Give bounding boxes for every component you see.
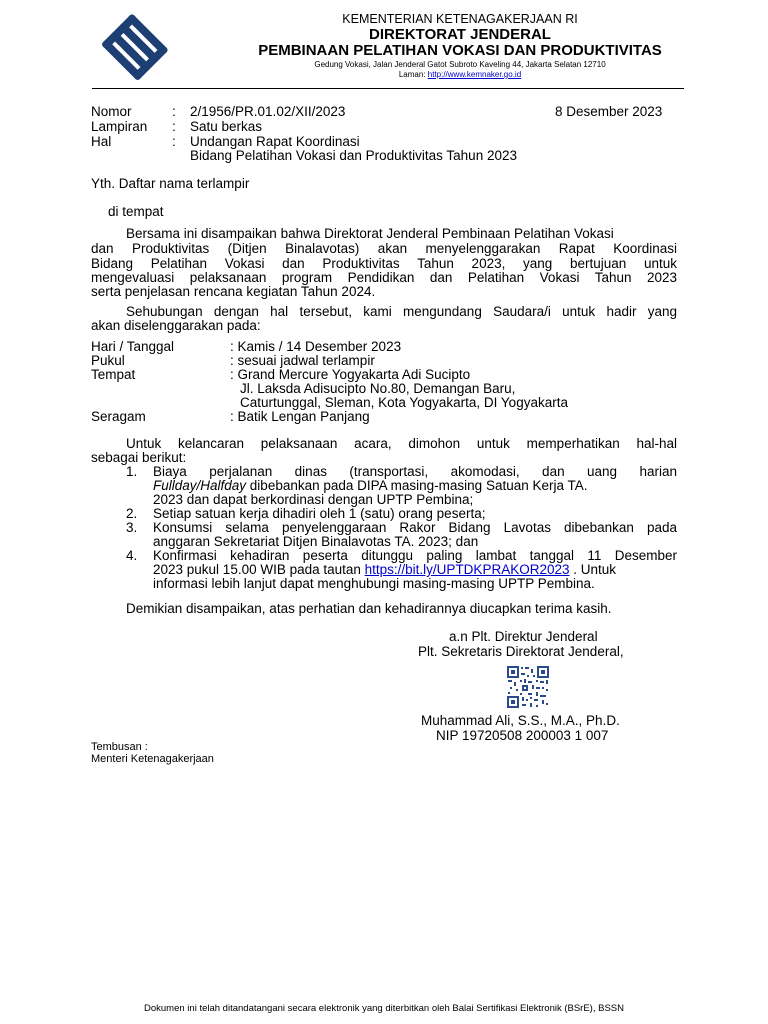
kop-website — [200, 70, 720, 79]
signature-name: Muhammad Ali, S.S., M.A., Ph.D. — [421, 713, 620, 728]
hal-colon: : — [172, 134, 176, 149]
kop-division: PEMBINAAN PELATIHAN VOKASI DAN PRODUKTIVITAS — [258, 42, 662, 59]
letter-date: 8 Desember 2023 — [555, 104, 663, 119]
para1-line3: Bidang Pelatihan Vokasi dan Produktivitas Tahun 2023, yang bertujuan untuk — [91, 256, 677, 271]
bsre-footer-note: Dokumen ini telah ditandatangani secara elektronik yang diterbitkan oleh Balai Sertifikasi Elektronik (BSrE), BSSN — [144, 1003, 624, 1014]
para2-line1: Sehubungan dengan hal tersebut, kami mengundang Saudara/i untuk hadir yang — [126, 304, 677, 319]
nomor-label: Nomor — [91, 104, 132, 119]
kop-ministry: KEMENTERIAN KETENAGAKERJAAN RI — [342, 12, 578, 26]
list-item-4-post: . Untuk — [569, 562, 617, 577]
list-number-3: 3. — [126, 520, 138, 535]
para1-line5: serta penjelasan rencana kegiatan Tahun 2024. — [91, 284, 376, 299]
para3-line1: Untuk kelancaran pelaksanaan acara, dimohon untuk memperhatikan hal-hal — [126, 436, 677, 451]
signature-qr-code — [506, 665, 550, 709]
list-item-4-line1: Konfirmasi kehadiran peserta ditunggu paling lambat tanggal 11 Desember — [153, 548, 677, 563]
list-item-1-line3: 2023 dan dapat berkordinasi dengan UPTP Pembina; — [153, 492, 474, 507]
list-item-4-line2 — [153, 562, 616, 577]
para3-line2: sebagai berikut: — [91, 450, 187, 465]
event-tempat-value-2: Jl. Laksda Adisucipto No.80, Demangan Baru, — [240, 381, 516, 396]
list-item-1-italic: Fullday/Halfday — [153, 478, 247, 493]
para2-line2: akan diselenggarakan pada: — [91, 318, 261, 333]
lampiran-label: Lampiran — [91, 119, 148, 134]
recipient-place: di tempat — [108, 204, 164, 219]
para1-line1: Bersama ini disampaikan bahwa Direktorat Jenderal Pembinaan Pelatihan Vokasi — [126, 226, 614, 241]
list-number-2: 2. — [126, 506, 138, 521]
event-tempat-value-3: Caturtunggal, Sleman, Kota Yogyakarta, DI Yogyakarta — [240, 395, 568, 410]
list-item-3-line2: anggaran Sekretariat Ditjen Binalavotas TA. 2023; dan — [153, 534, 479, 549]
event-hari-label: Hari / Tanggal — [91, 339, 175, 354]
signature-role: Plt. Sekretaris Direktorat Jenderal, — [418, 644, 624, 659]
event-tempat-label: Tempat — [91, 367, 136, 382]
kop-divider — [92, 88, 684, 89]
event-tempat-value-1: : Grand Mercure Yogyakarta Adi Sucipto — [230, 367, 471, 382]
event-seragam-label: Seragam — [91, 409, 146, 424]
list-item-1-line1: Biaya perjalanan dinas (transportasi, akomodasi, dan uang harian — [153, 464, 677, 479]
kop-website-link[interactable]: http://www.kemnaker.go.id — [427, 70, 522, 79]
list-item-4-pre: 2023 pukul 15.00 WIB pada tautan — [153, 562, 365, 577]
event-pukul-label: Pukul — [91, 353, 125, 368]
tembusan-label: Tembusan : — [91, 741, 148, 753]
list-item-2: Setiap satuan kerja dihadiri oleh 1 (satu) orang peserta; — [153, 506, 486, 521]
list-item-1-line2 — [153, 478, 588, 493]
kop-website-label: Laman: — [398, 70, 426, 79]
list-number-1: 1. — [126, 464, 138, 479]
event-pukul-value: : sesuai jadwal terlampir — [230, 353, 375, 368]
kop-address: Gedung Vokasi, Jalan Jenderal Gatot Subroto Kaveling 44, Jakarta Selatan 12710 — [314, 60, 606, 69]
para1-line4: mengevaluasi pelaksanaan program Pendidikan dan Pelatihan Vokasi Tahun 2023 — [91, 270, 677, 285]
lampiran-value: Satu berkas — [190, 119, 263, 134]
list-item-3-line1: Konsumsi selama penyelenggaraan Rakor Bidang Lavotas dibebankan pada — [153, 520, 677, 535]
list-item-1-line2-rest: dibebankan pada DIPA masing-masing Satuan Kerja TA. — [246, 478, 588, 493]
nomor-value: 2/1956/PR.01.02/XII/2023 — [190, 104, 346, 119]
kemnaker-logo — [96, 14, 168, 86]
hal-label: Hal — [91, 134, 112, 149]
hal-value-1: Undangan Rapat Koordinasi — [190, 134, 360, 149]
rsvp-link[interactable]: https://bit.ly/UPTDKPRAKOR2023 — [364, 562, 570, 577]
signature-an: a.n Plt. Direktur Jenderal — [449, 629, 598, 644]
signature-nip: NIP 19720508 200003 1 007 — [436, 728, 609, 743]
kop-directorate: DIREKTORAT JENDERAL — [369, 26, 551, 43]
nomor-colon: : — [172, 104, 176, 119]
tembusan-item: Menteri Ketenagakerjaan — [91, 753, 214, 765]
lampiran-colon: : — [172, 119, 176, 134]
event-hari-value: : Kamis / 14 Desember 2023 — [230, 339, 402, 354]
closing-text: Demikian disampaikan, atas perhatian dan kehadirannya diucapkan terima kasih. — [126, 601, 612, 616]
para1-line2: dan Produktivitas (Ditjen Binalavotas) akan menyelenggarakan Rapat Koordinasi — [91, 241, 677, 256]
hal-value-2: Bidang Pelatihan Vokasi dan Produktivitas Tahun 2023 — [190, 148, 517, 163]
recipient-yth: Yth. Daftar nama terlampir — [91, 176, 250, 191]
list-number-4: 4. — [126, 548, 138, 563]
list-item-4-line3: informasi lebih lanjut dapat menghubungi masing-masing UPTP Pembina. — [153, 576, 595, 591]
event-seragam-value: : Batik Lengan Panjang — [230, 409, 370, 424]
